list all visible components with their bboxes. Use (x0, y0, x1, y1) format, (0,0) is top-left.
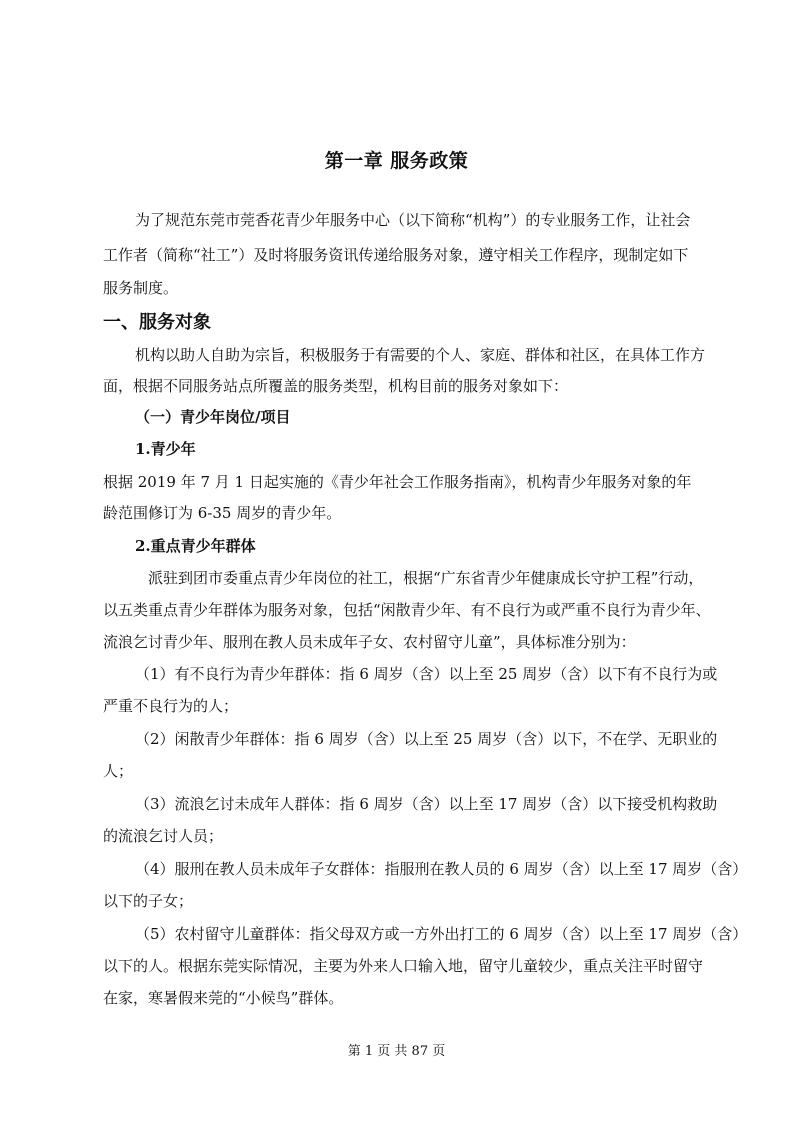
subsection-heading: （一）青少年岗位/项目 (135, 408, 291, 426)
group-1-line-2: 严重不良行为的人； (103, 697, 239, 715)
group-5-line-3: 在家，寒暑假来莞的“小候鸟”群体。 (103, 989, 344, 1007)
group-1-line-1: （1）有不良行为青少年群体：指 6 周岁（含）以上至 25 周岁（含）以下有不良行为或 (135, 665, 718, 683)
item-heading-youth: 1.青少年 (135, 440, 196, 458)
item1-line-1: 根据 2019 年 7 月 1 日起实施的《青少年社会工作服务指南》，机构青少年服务对象的年 (103, 473, 692, 491)
intro-line-1: 为了规范东莞市莞香花青少年服务中心（以下简称“机构”）的专业服务工作，让社会 (135, 211, 691, 229)
group-2-line-1: （2）闲散青少年群体：指 6 周岁（含）以上至 25 周岁（含）以下，不在学、无职业的 (135, 730, 718, 748)
group-5-line-1: （5）农村留守儿童群体：指父母双方或一方外出打工的 6 周岁（含）以上至 17 周岁（含） (135, 925, 748, 943)
item2-line-1: 派驻到团市委重点青少年岗位的社工，根据“广东省青少年健康成长守护工程”行动， (148, 569, 704, 587)
section-para-line-2: 面，根据不同服务站点所覆盖的服务类型，机构目前的服务对象如下： (103, 377, 569, 395)
chapter-title: 第一章 服务政策 (324, 150, 469, 172)
intro-line-3: 服务制度。 (103, 279, 179, 297)
group-3-line-1: （3）流浪乞讨未成年人群体：指 6 周岁（含）以上至 17 周岁（含）以下接受机构救助 (135, 795, 718, 813)
section-heading: 一、服务对象 (103, 312, 211, 333)
group-2-line-2: 人； (103, 762, 134, 780)
item2-line-2: 以五类重点青少年群体为服务对象，包括“闲散青少年、有不良行为或严重不良行为青少年、 (103, 601, 711, 619)
page-footer: 第 1 页 共 87 页 (347, 1044, 446, 1059)
group-4-line-2: 以下的子女； (103, 892, 194, 910)
item1-line-2: 龄范围修订为 6-35 周岁的青少年。 (103, 504, 342, 522)
group-3-line-2: 的流浪乞讨人员； (103, 827, 224, 845)
intro-line-2: 工作者（简称“社工”）及时将服务资讯传递给服务对象，遵守相关工作程序，现制定如下 (103, 246, 689, 264)
item2-line-3: 流浪乞讨青少年、服刑在教人员未成年子女、农村留守儿童”，具体标准分别为： (103, 633, 636, 651)
group-4-line-1: （4）服刑在教人员未成年子女群体：指服刑在教人员的 6 周岁（含）以上至 17 周岁（含） (135, 860, 748, 878)
group-5-line-2: 以下的人。根据东莞实际情况，主要为外来人口输入地，留守儿童较少，重点关注平时留守 (103, 957, 704, 975)
item-heading-key-youth: 2.重点青少年群体 (135, 537, 256, 555)
section-para-line-1: 机构以助人自助为宗旨，积极服务于有需要的个人、家庭、群体和社区，在具体工作方 (135, 346, 706, 364)
